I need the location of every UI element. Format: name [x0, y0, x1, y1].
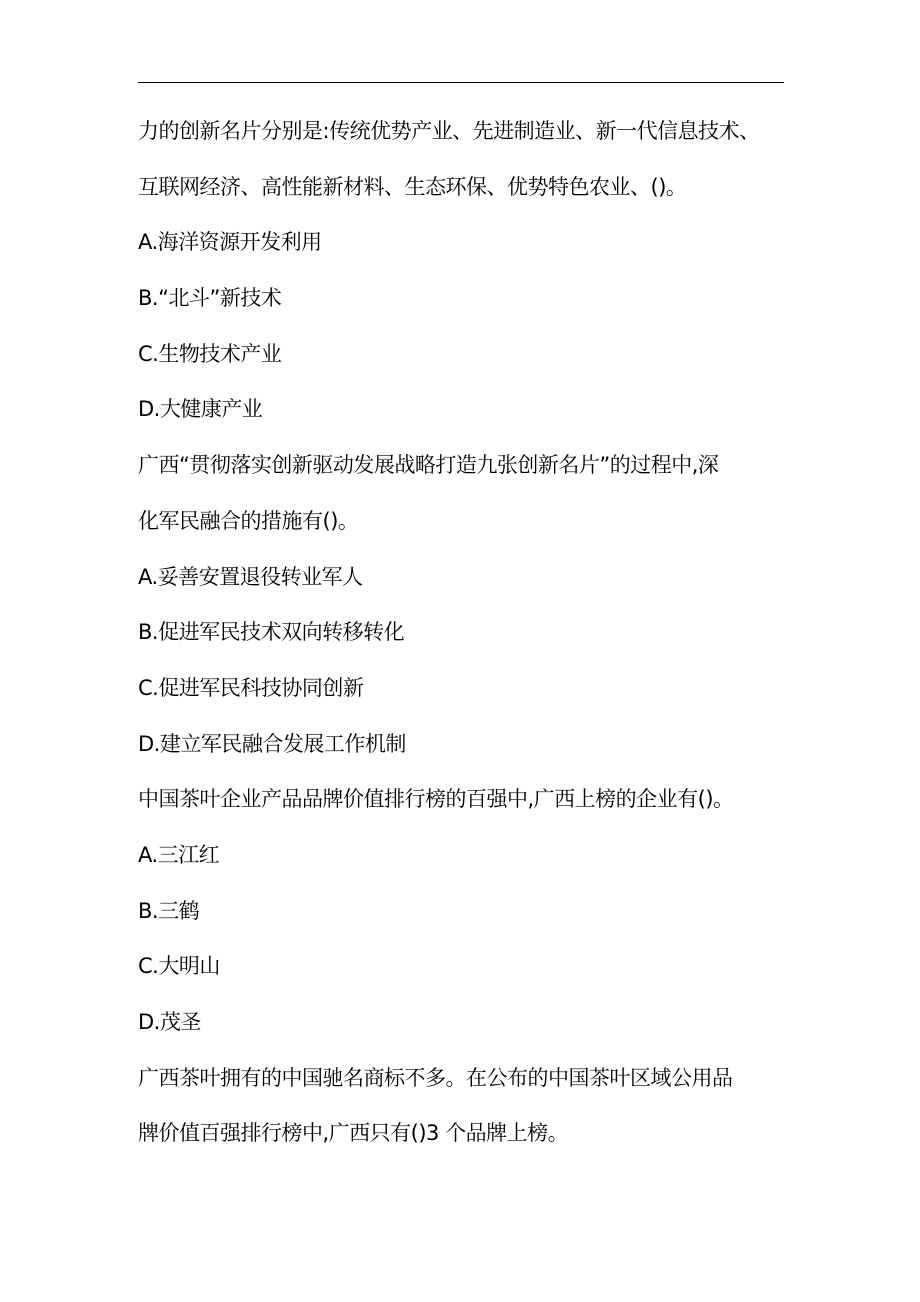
document-body — [138, 104, 798, 1162]
option-d: D.茂圣 — [138, 1010, 201, 1034]
option-a: A.三江红 — [138, 842, 220, 867]
option-b: B.促进军民技术双向转移转化 — [138, 620, 405, 645]
option-d: D.大健康产业 — [138, 397, 263, 422]
option-b: B.“北斗”新技术 — [138, 286, 282, 311]
question-text-line: 牌价值百强排行榜中,广西只有()3 个品牌上榜。 — [138, 1121, 569, 1146]
option-a: A.妥善安置退役转业军人 — [138, 564, 363, 589]
header-rule — [138, 82, 784, 83]
option-b: B.三鹤 — [138, 898, 200, 923]
question-text-line: 广西“贯彻落实创新驱动发展战略打造九张创新名片”的过程中,深 — [138, 453, 719, 478]
option-c: C.促进军民科技协同创新 — [138, 675, 364, 700]
option-a: A.海洋资源开发利用 — [138, 230, 322, 255]
question-text-line: 中国茶叶企业产品品牌价值排行榜的百强中,广西上榜的企业有()。 — [138, 787, 734, 812]
question-text-line: 化军民融合的措施有()。 — [138, 508, 359, 533]
question-text-line: 广西茶叶拥有的中国驰名商标不多。在公布的中国茶叶区域公用品 — [138, 1065, 733, 1090]
option-c: C.大明山 — [138, 954, 220, 979]
question-text-line: 力的创新名片分别是:传统优势产业、先进制造业、新一代信息技术、 — [138, 119, 760, 143]
option-c: C.生物技术产业 — [138, 341, 282, 366]
question-text-line: 互联网经济、高性能新材料、生态环保、优势特色农业、()。 — [138, 174, 687, 199]
option-d: D.建立军民融合发展工作机制 — [138, 731, 406, 756]
